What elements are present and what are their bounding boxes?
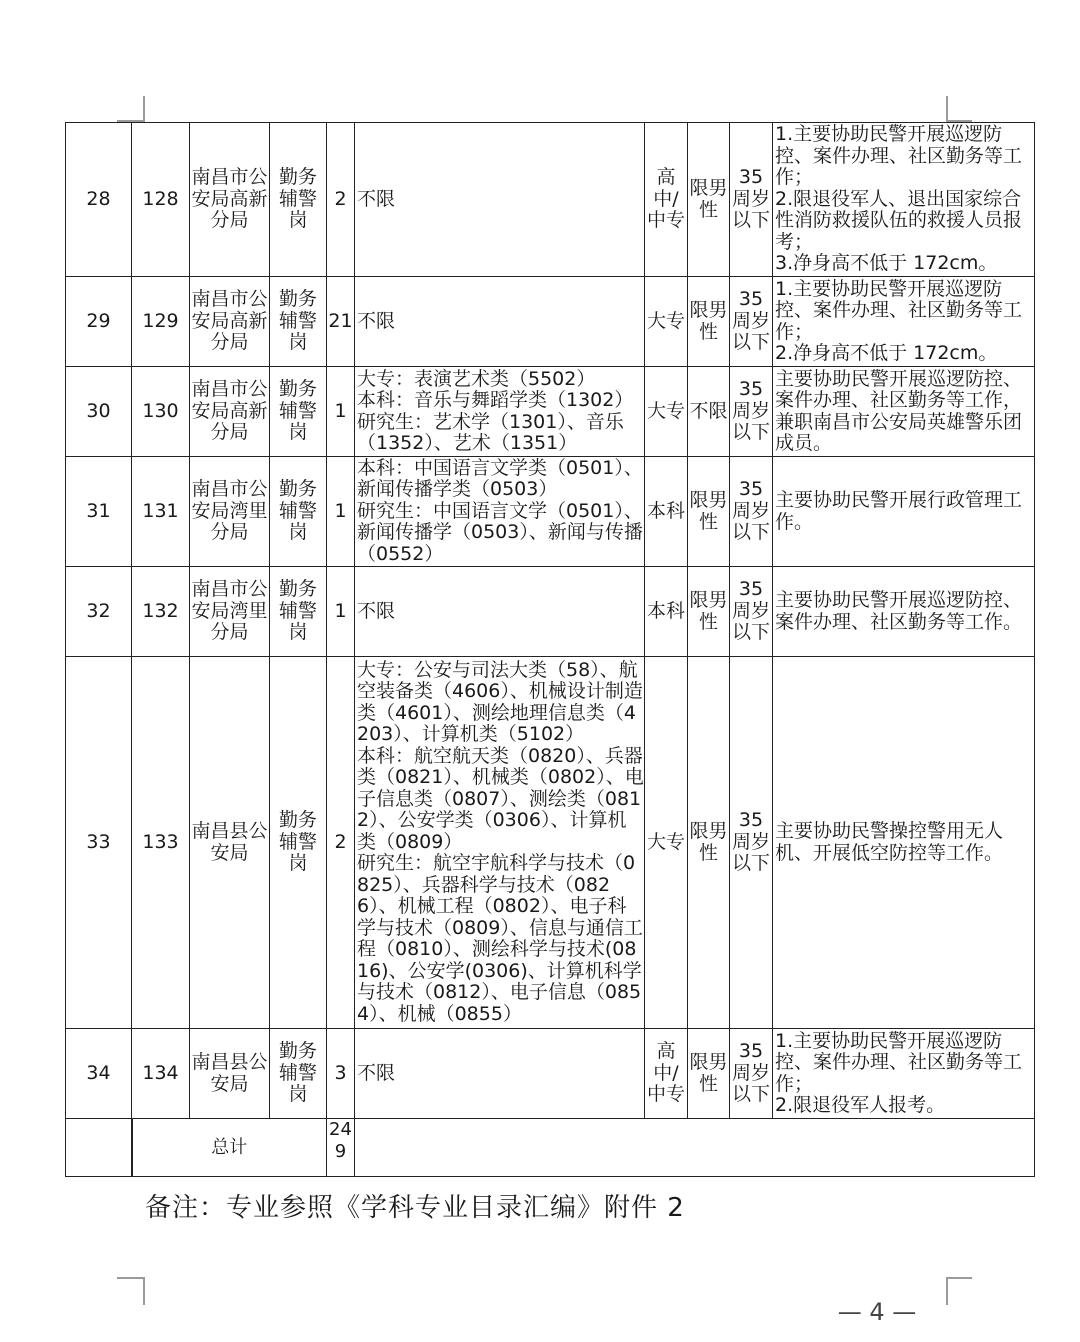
row-seq-cell: 31 [66, 457, 132, 567]
unit-cell: 南昌市公安局湾里分局 [190, 457, 270, 567]
education-cell: 大专 [645, 277, 688, 367]
post-name-cell: 勤务辅警岗 [270, 457, 327, 567]
post-code-cell: 130 [132, 367, 190, 457]
footnote: 备注：专业参照《学科专业目录汇编》附件 2 [145, 1193, 685, 1223]
requirements-cell: 1.主要协助民警开展巡逻防控、案件办理、社区勤务等工作； 2.限退役军人报考。 [773, 1029, 1035, 1119]
table-row [66, 1029, 1035, 1119]
post-name-cell: 勤务辅警岗 [270, 657, 327, 1029]
unit-cell: 南昌市公安局高新分局 [190, 123, 270, 277]
headcount-cell: 2 [327, 123, 355, 277]
major-cell: 大专：表演艺术类（5502） 本科：音乐与舞蹈学类（1302） 研究生：艺术学（1301）、音乐（1352）、艺术（1351） [355, 367, 645, 457]
major-cell: 本科：中国语言文学类（0501）、新闻传播学类（0503） 研究生：中国语言文学（0501）、新闻传播学（0503）、新闻与传播（0552） [355, 457, 645, 567]
education-cell: 高中/中专 [645, 1029, 688, 1119]
headcount-cell: 2 [327, 657, 355, 1029]
post-code-cell: 132 [132, 567, 190, 657]
total-label: 总计 [132, 1119, 327, 1177]
table-row [66, 367, 1035, 457]
post-name-cell: 勤务辅警岗 [270, 123, 327, 277]
unit-cell: 南昌市公安局高新分局 [190, 277, 270, 367]
age-cell: 35周岁以下 [730, 1029, 773, 1119]
major-cell: 不限 [355, 123, 645, 277]
post-code-cell: 134 [132, 1029, 190, 1119]
total-count: 249 [327, 1119, 355, 1177]
table-row [66, 457, 1035, 567]
post-name-cell: 勤务辅警岗 [270, 1029, 327, 1119]
education-cell: 高中/中专 [645, 123, 688, 277]
total-row [66, 1119, 1035, 1177]
crop-mark [946, 1277, 948, 1305]
total-blank-cell [66, 1119, 132, 1177]
requirements-cell: 主要协助民警开展巡逻防控、案件办理、社区勤务等工作。 [773, 567, 1035, 657]
table-row [66, 123, 1035, 277]
crop-mark [946, 1277, 972, 1279]
headcount-cell: 1 [327, 367, 355, 457]
crop-mark [143, 96, 145, 122]
major-cell: 大专：公安与司法大类（58）、航空装备类（4606）、机械设计制造类（4601）、测绘地理信息类（4203）、计算机类（5102） 本科：航空航天类（0820）、兵器类（0821）、机械类（0802）、电子信息类（0807）、测绘类（0812）、公安学类（0306）、计算机类（0809） 研究生：航空宇航科学与技术（0825）、兵器科学与技术（0826）、机械工程（0802）、电子科学与技术（0809）、信息与通信工程（0810）、测绘科学与技术(0816)、公安学(0306)、计算机科学与技术（0812）、电子信息（0854）、机械（0855） [355, 657, 645, 1029]
row-seq-cell: 32 [66, 567, 132, 657]
requirements-cell: 1.主要协助民警开展巡逻防控、案件办理、社区勤务等工作； 2.净身高不低于 172cm。 [773, 277, 1035, 367]
unit-cell: 南昌市公安局高新分局 [190, 367, 270, 457]
requirements-cell: 1.主要协助民警开展巡逻防控、案件办理、社区勤务等工作； 2.限退役军人、退出国家综合性消防救援队伍的救援人员报考； 3.净身高不低于 172cm。 [773, 123, 1035, 277]
education-cell: 大专 [645, 657, 688, 1029]
table-row [66, 277, 1035, 367]
recruitment-table [65, 122, 1035, 1177]
headcount-cell: 1 [327, 567, 355, 657]
gender-cell: 不限 [688, 367, 730, 457]
post-name-cell: 勤务辅警岗 [270, 277, 327, 367]
major-cell: 不限 [355, 567, 645, 657]
post-code-cell: 133 [132, 657, 190, 1029]
post-name-cell: 勤务辅警岗 [270, 567, 327, 657]
gender-cell: 限男性 [688, 123, 730, 277]
row-seq-cell: 34 [66, 1029, 132, 1119]
row-seq-cell: 28 [66, 123, 132, 277]
unit-cell: 南昌县公安局 [190, 1029, 270, 1119]
row-seq-cell: 30 [66, 367, 132, 457]
education-cell: 本科 [645, 457, 688, 567]
crop-mark [117, 1277, 143, 1279]
total-blank-cell [355, 1119, 1035, 1177]
requirements-cell: 主要协助民警开展巡逻防控、案件办理、社区勤务等工作，兼职南昌市公安局英雄警乐团成员。 [773, 367, 1035, 457]
education-cell: 大专 [645, 367, 688, 457]
table-row [66, 567, 1035, 657]
row-seq-cell: 33 [66, 657, 132, 1029]
unit-cell: 南昌县公安局 [190, 657, 270, 1029]
age-cell: 35周岁以下 [730, 567, 773, 657]
gender-cell: 限男性 [688, 457, 730, 567]
requirements-cell: 主要协助民警开展行政管理工作。 [773, 457, 1035, 567]
age-cell: 35周岁以下 [730, 277, 773, 367]
education-cell: 本科 [645, 567, 688, 657]
requirements-cell: 主要协助民警操控警用无人机、开展低空防控等工作。 [773, 657, 1035, 1029]
post-code-cell: 129 [132, 277, 190, 367]
headcount-cell: 1 [327, 457, 355, 567]
age-cell: 35周岁以下 [730, 123, 773, 277]
major-cell: 不限 [355, 1029, 645, 1119]
headcount-cell: 3 [327, 1029, 355, 1119]
post-name-cell: 勤务辅警岗 [270, 367, 327, 457]
age-cell: 35周岁以下 [730, 457, 773, 567]
crop-mark [946, 96, 948, 122]
headcount-cell: 21 [327, 277, 355, 367]
gender-cell: 限男性 [688, 277, 730, 367]
age-cell: 35周岁以下 [730, 367, 773, 457]
unit-cell: 南昌市公安局湾里分局 [190, 567, 270, 657]
age-cell: 35周岁以下 [730, 657, 773, 1029]
post-code-cell: 131 [132, 457, 190, 567]
page-number: — 4 — [837, 1298, 917, 1326]
crop-mark [143, 1277, 145, 1305]
gender-cell: 限男性 [688, 567, 730, 657]
major-cell: 不限 [355, 277, 645, 367]
row-seq-cell: 29 [66, 277, 132, 367]
post-code-cell: 128 [132, 123, 190, 277]
gender-cell: 限男性 [688, 1029, 730, 1119]
gender-cell: 限男性 [688, 657, 730, 1029]
table-row [66, 657, 1035, 1029]
